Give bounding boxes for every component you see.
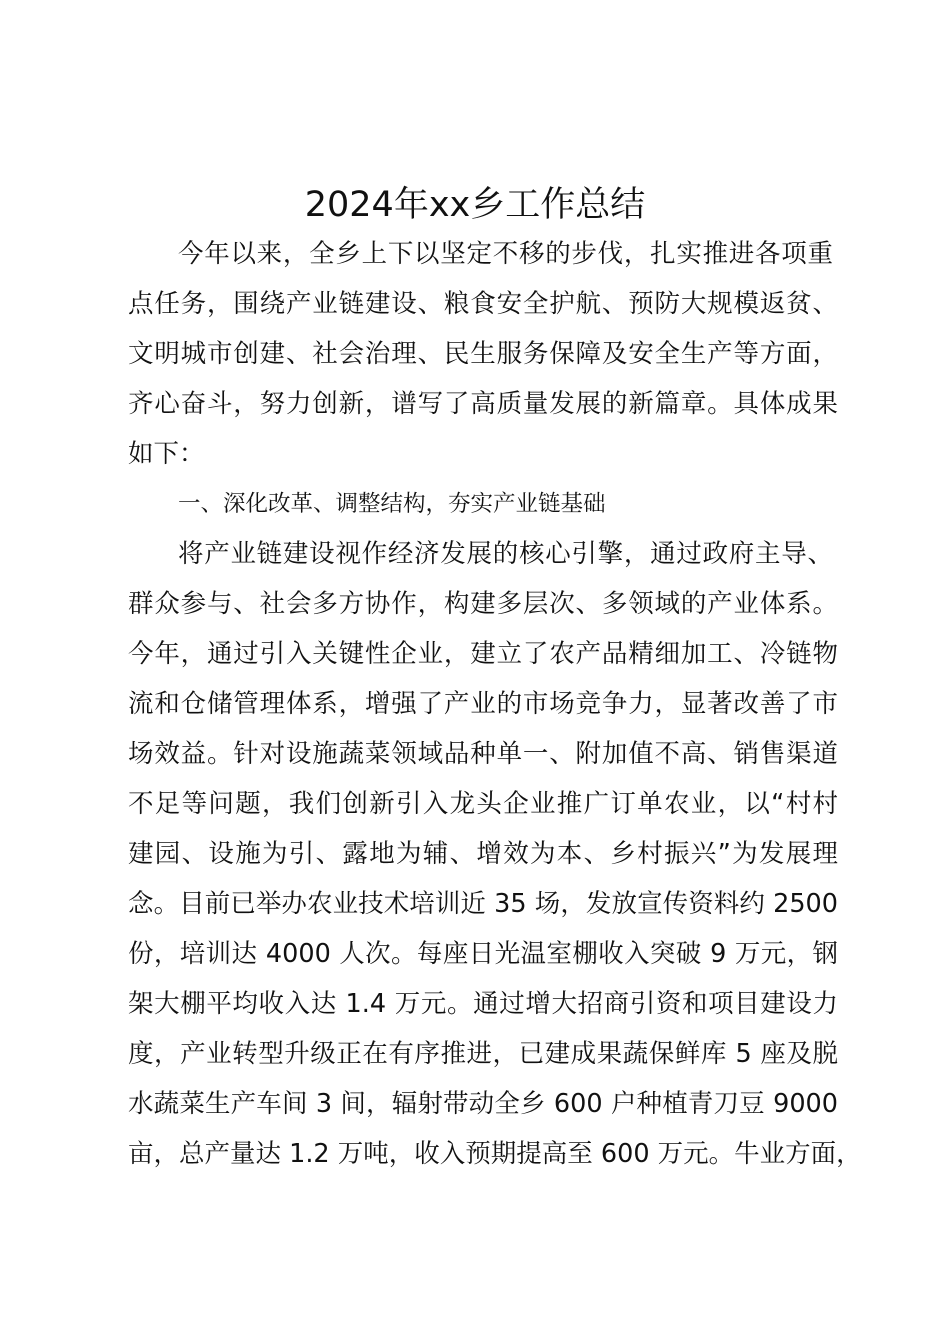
body-line: 不足等问题，我们创新引入龙头企业推广订单农业，以“村村 [128, 789, 838, 819]
intro-line: 今年以来，全乡上下以坚定不移的步伐，扎实推进各项重 [178, 239, 833, 269]
body-line: 群众参与、社会多方协作，构建多层次、多领域的产业体系。 [128, 589, 838, 619]
section-heading: 一、深化改革、调整结构，夯实产业链基础 [178, 491, 606, 517]
intro-line: 如下： [128, 439, 205, 469]
body-line: 今年，通过引入关键性企业，建立了农产品精细加工、冷链物 [128, 639, 838, 669]
body-line: 流和仓储管理体系，增强了产业的市场竞争力，显著改善了市 [128, 689, 838, 719]
body-line: 念。目前已举办农业技术培训近 35 场，发放宣传资料约 2500 [128, 889, 838, 919]
body-line: 架大棚平均收入达 1.4 万元。通过增大招商引资和项目建设力 [128, 989, 838, 1019]
body-line: 份，培训达 4000 人次。每座日光温室棚收入突破 9 万元，钢 [128, 939, 838, 969]
body-line: 场效益。针对设施蔬菜领域品种单一、附加值不高、销售渠道 [128, 739, 838, 769]
body-line: 度，产业转型升级正在有序推进，已建成果蔬保鲜库 5 座及脱 [128, 1039, 838, 1069]
intro-line: 点任务，围绕产业链建设、粮食安全护航、预防大规模返贫、 [128, 289, 838, 319]
intro-line: 齐心奋斗，努力创新，谱写了高质量发展的新篇章。具体成果 [128, 389, 838, 419]
document-title: 2024年xx乡工作总结 [304, 185, 646, 225]
body-line: 亩，总产量达 1.2 万吨，收入预期提高至 600 万元。牛业方面， [128, 1139, 862, 1169]
body-line: 建园、设施为引、露地为辅、增效为本、乡村振兴”为发展理 [128, 839, 838, 869]
body-line: 将产业链建设视作经济发展的核心引擎，通过政府主导、 [178, 539, 833, 569]
intro-line: 文明城市创建、社会治理、民生服务保障及安全生产等方面， [128, 339, 838, 369]
body-line: 水蔬菜生产车间 3 间，辐射带动全乡 600 户种植青刀豆 9000 [128, 1089, 838, 1119]
